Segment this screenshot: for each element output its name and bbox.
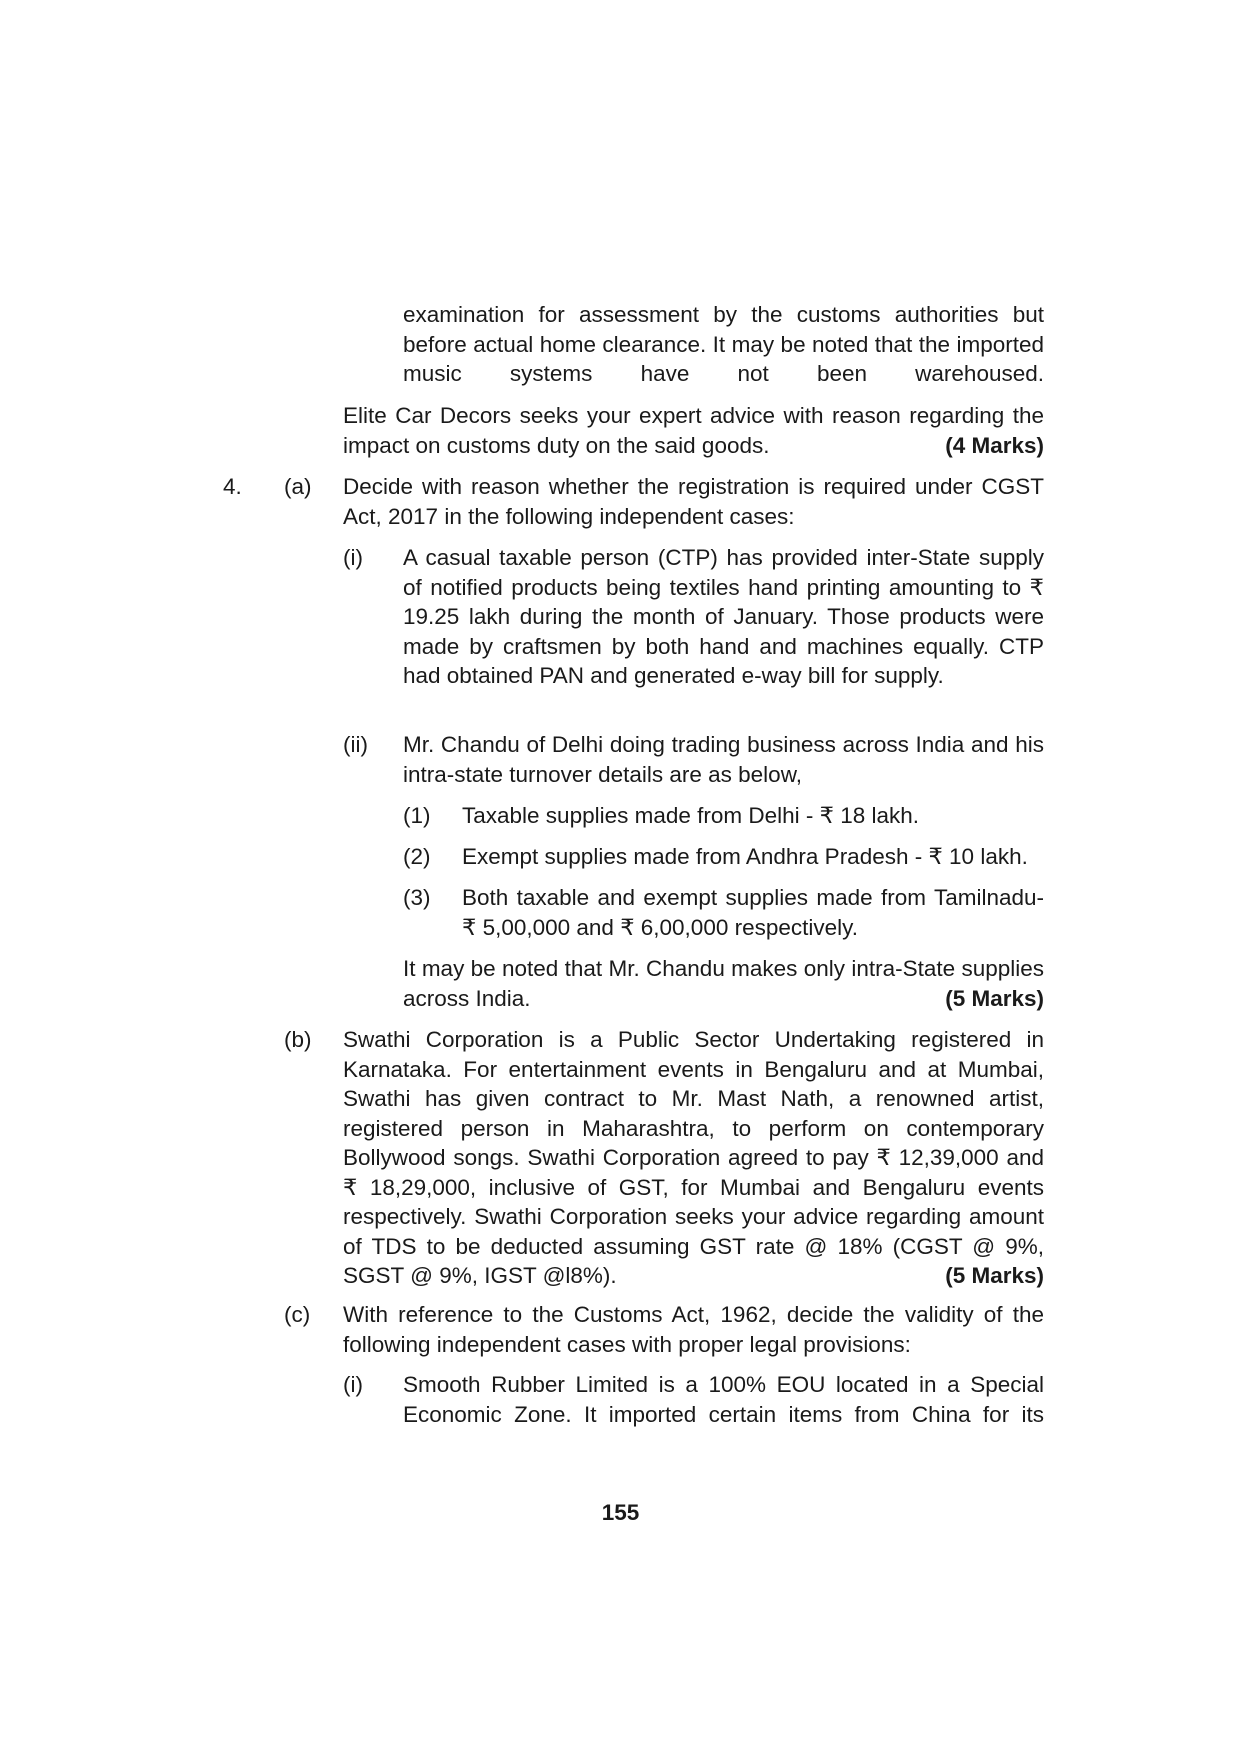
part-b-paragraph: [343, 1025, 1044, 1291]
list-item-label: (1): [403, 803, 431, 828]
q3-closing-text: Elite Car Decors seeks your expert advice with reason regarding the impact on customs duty on the said goods.: [343, 403, 1044, 458]
page-number: 155: [601, 1500, 640, 1525]
part-a-intro: Decide with reason whether the registration is required under CGST Act, 2017 in the following independent cases:: [343, 474, 1044, 529]
list-item-label: (2): [403, 844, 431, 869]
part-b-marks: (5 Marks): [945, 1263, 1044, 1288]
part-c-intro: With reference to the Customs Act, 1962, decide the validity of the following independent cases with proper legal provisions:: [343, 1302, 1044, 1357]
part-a-marks: (5 Marks): [945, 985, 1044, 1011]
q3-closing: [343, 401, 1044, 460]
part-a-label: (a): [284, 474, 312, 499]
list-item-text: Both taxable and exempt supplies made from Tamilnadu- ₹ 5,00,000 and ₹ 6,00,000 respectively.: [462, 885, 1044, 940]
part-a-ii-text: Mr. Chandu of Delhi doing trading business across India and his intra-state turnover details are as below,: [403, 732, 1044, 787]
continuation-paragraph: examination for assessment by the customs authorities but before actual home clearance. It may be noted that the imported music systems have not been warehoused.: [403, 302, 1044, 386]
part-b-text: Swathi Corporation is a Public Sector Undertaking registered in Karnataka. For entertainment events in Bengaluru and at Mumbai, Swathi has given contract to Mr. Mast Nath, a renowned artist, registered person in Maharashtra, to perform on contemporary Bollywood songs. Swathi Corporation agreed to pay ₹ 12,39,000 and ₹ 18,29,000, inclusive of GST, for Mumbai and Bengaluru events respectively. Swathi Corporation seeks your advice regarding amount of TDS to be deducted assuming GST rate @ 18% (CGST @ 9%, SGST @ 9%, IGST @l8%).: [343, 1027, 1044, 1288]
q3-marks: (4 Marks): [945, 432, 1044, 458]
part-a-ii-label: (ii): [343, 732, 368, 757]
note-text: It may be noted that Mr. Chandu makes only intra-State supplies across India.: [403, 956, 1044, 1011]
part-b-label: (b): [284, 1027, 312, 1052]
part-c-i-text: Smooth Rubber Limited is a 100% EOU located in a Special Economic Zone. It imported certain items from China for its: [403, 1372, 1044, 1427]
part-a-ii-note: [403, 954, 1044, 1013]
part-c-label: (c): [284, 1302, 311, 1327]
list-item-text: Taxable supplies made from Delhi - ₹ 18 lakh.: [462, 803, 920, 828]
list-item-label: (3): [403, 885, 431, 910]
part-a-i-label: (i): [343, 545, 363, 570]
list-item-text: Exempt supplies made from Andhra Pradesh - ₹ 10 lakh.: [462, 844, 1028, 869]
question-number: 4.: [223, 474, 242, 499]
part-c-i-label: (i): [343, 1372, 363, 1397]
part-a-i-text: A casual taxable person (CTP) has provided inter-State supply of notified products being textiles hand printing amounting to ₹ 19.25 lakh during the month of January. Those products were made by craftsmen by both hand and machines equally. CTP had obtained PAN and generated e-way bill for supply.: [403, 545, 1044, 688]
